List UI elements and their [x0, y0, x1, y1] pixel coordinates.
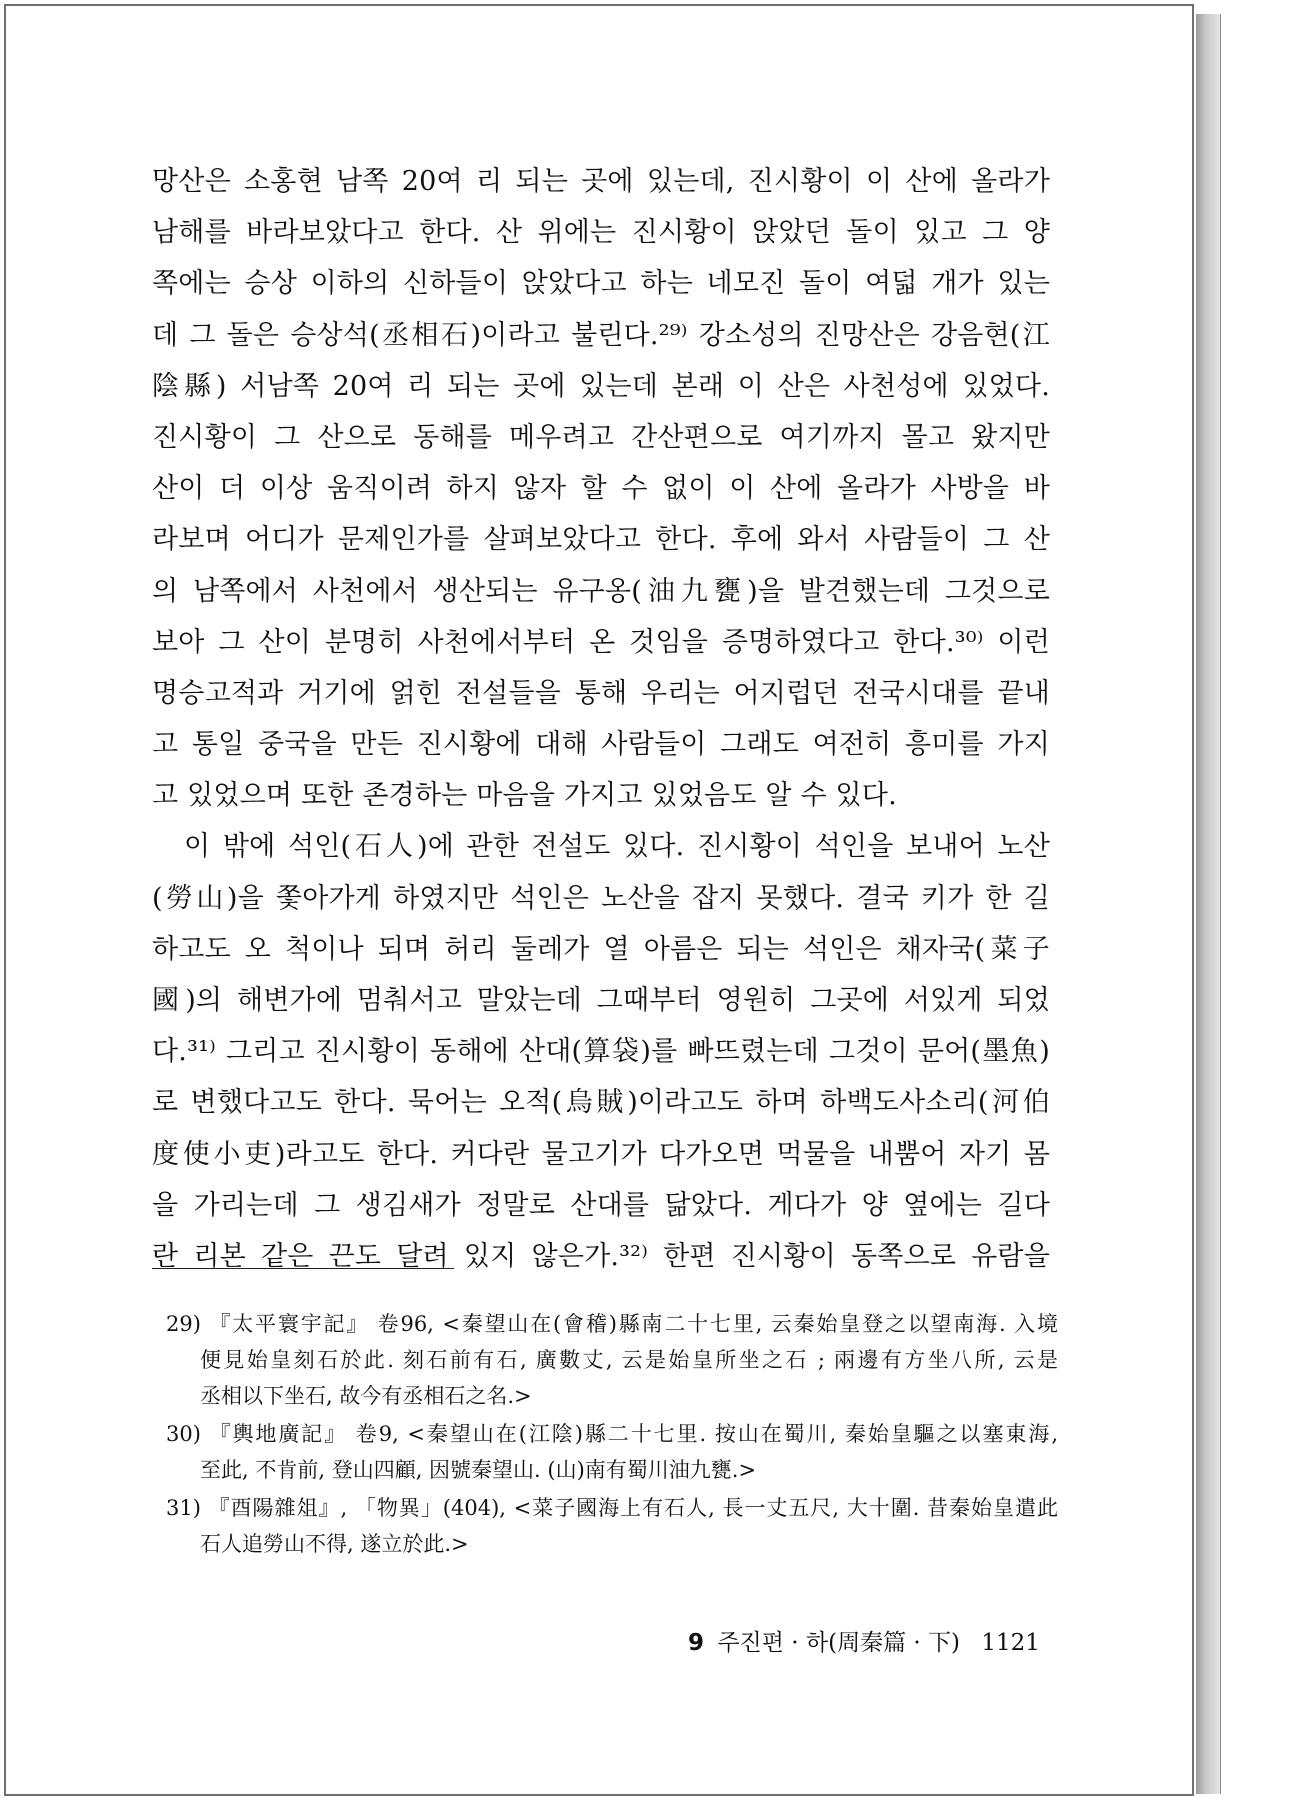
- text-line: 國)의 해변가에 멈춰서고 말았는데 그때부터 영원히 그곳에 서있게 되었: [152, 985, 1050, 1016]
- text-line: 로 변했다고도 한다. 묵어는 오적(烏賊)이라고도 하며 하백도사소리(河伯: [152, 1087, 1050, 1119]
- footnote-line: 29) 『太平寰宇記』 卷96, <秦望山在(會稽)縣南二十七里, 云秦始皇登之以望南海. 入境: [166, 1312, 1058, 1336]
- footnote-line: 至此, 不肯前, 登山四顧, 因號秦望山. (山)南有蜀川油九甕.>: [200, 1458, 757, 1482]
- text-line: 라보며 어디가 문제인가를 살펴보았다고 한다. 후에 와서 사람들이 그 산: [152, 524, 1050, 556]
- text-line: 란 리본 같은 끈도 달려 있지 않은가.³²⁾ 한편 진시황이 동쪽으로 유람을: [152, 1240, 1050, 1272]
- text-line: 陰縣) 서남쪽 20여 리 되는 곳에 있는데 본래 이 산은 사천성에 있었다.: [152, 370, 1050, 402]
- footnote-31: [166, 1490, 1058, 1562]
- main-text-block: [152, 156, 1050, 1282]
- text-line: 이 밖에 석인(石人)에 관한 전설도 있다. 진시황이 석인을 보내어 노산: [184, 831, 1050, 863]
- footnote-divider: [152, 1268, 454, 1269]
- text-line: (勞山)을 쫓아가게 하였지만 석인은 노산을 잡지 못했다. 결국 키가 한 길: [152, 882, 1050, 914]
- footnote-line: 石人追勞山不得, 遂立於此.>: [200, 1532, 469, 1556]
- text-line: 다.³¹⁾ 그리고 진시황이 동해에 산대(算袋)를 빠뜨렸는데 그것이 문어(墨魚): [152, 1036, 1050, 1068]
- text-line: 산이 더 이상 움직이려 하지 않자 할 수 없이 이 산에 올라가 사방을 바: [152, 473, 1050, 505]
- text-line: 진시황이 그 산으로 동해를 메우려고 간산편으로 여기까지 몰고 왔지만: [152, 421, 1050, 453]
- footnote-line: 便見始皇刻石於此. 刻石前有石, 廣數丈, 云是始皇所坐之石 ; 兩邊有方坐八所, 云是: [200, 1348, 1058, 1372]
- book-page: [4, 4, 1194, 1796]
- footnote-30: [166, 1416, 1058, 1488]
- text-line: 을 가리는데 그 생김새가 정말로 산대를 닮았다. 게다가 양 옆에는 길다: [152, 1189, 1050, 1221]
- page-number: 1121: [981, 1630, 1040, 1656]
- text-line: 고 있었으며 또한 존경하는 마음을 가지고 있었음도 알 수 있다.: [152, 780, 897, 812]
- text-line: 쪽에는 승상 이하의 신하들이 앉았다고 하는 네모진 돌이 여덟 개가 있는: [152, 268, 1050, 300]
- footnote-29: [166, 1306, 1058, 1414]
- text-line: 度使小吏)라고도 한다. 커다란 물고기가 다가오면 먹물을 내뿜어 자기 몸: [152, 1138, 1050, 1170]
- text-line: 망산은 소홍현 남쪽 20여 리 되는 곳에 있는데, 진시황이 이 산에 올라가: [152, 166, 1050, 197]
- footnote-line: 31) 『酉陽雜俎』, 「物異」(404), <菜子國海上有石人, 長一丈五尺, 大十圍. 昔秦始皇遣此: [166, 1496, 1058, 1520]
- running-footer: [688, 1624, 1040, 1657]
- footnote-line: 30) 『輿地廣記』 卷9, <秦望山在(江陰)縣二十七里. 按山在蜀川, 秦始皇驅之以塞東海,: [166, 1422, 1058, 1446]
- chapter-title: 주진편 · 하(周秦篇 · 下): [717, 1630, 961, 1656]
- text-line: 하고도 오 척이나 되며 허리 둘레가 열 아름은 되는 석인은 채자국(菜子: [152, 933, 1050, 965]
- text-line: 데 그 돌은 승상석(丞相石)이라고 불린다.²⁹⁾ 강소성의 진망산은 강음현(江: [152, 319, 1050, 351]
- text-line: 명승고적과 거기에 얽힌 전설들을 통해 우리는 어지럽던 전국시대를 끝내: [152, 677, 1050, 709]
- chapter-number: 9: [688, 1630, 705, 1656]
- footnote-line: 丞相以下坐石, 故今有丞相石之名.>: [200, 1384, 532, 1408]
- text-line: 보아 그 산이 분명히 사천에서부터 온 것임을 증명하였다고 한다.³⁰⁾ 이런: [152, 626, 1050, 658]
- text-line: 남해를 바라보았다고 한다. 산 위에는 진시황이 앉았던 돌이 있고 그 양: [152, 217, 1050, 249]
- page-edge-shadow: [1196, 14, 1221, 1794]
- text-line: 고 통일 중국을 만든 진시황에 대해 사람들이 그래도 여전히 흥미를 가지: [152, 729, 1050, 761]
- text-line: 의 남쪽에서 사천에서 생산되는 유구옹(油九甕)을 발견했는데 그것으로: [152, 575, 1050, 607]
- footnotes-block: [166, 1306, 1058, 1564]
